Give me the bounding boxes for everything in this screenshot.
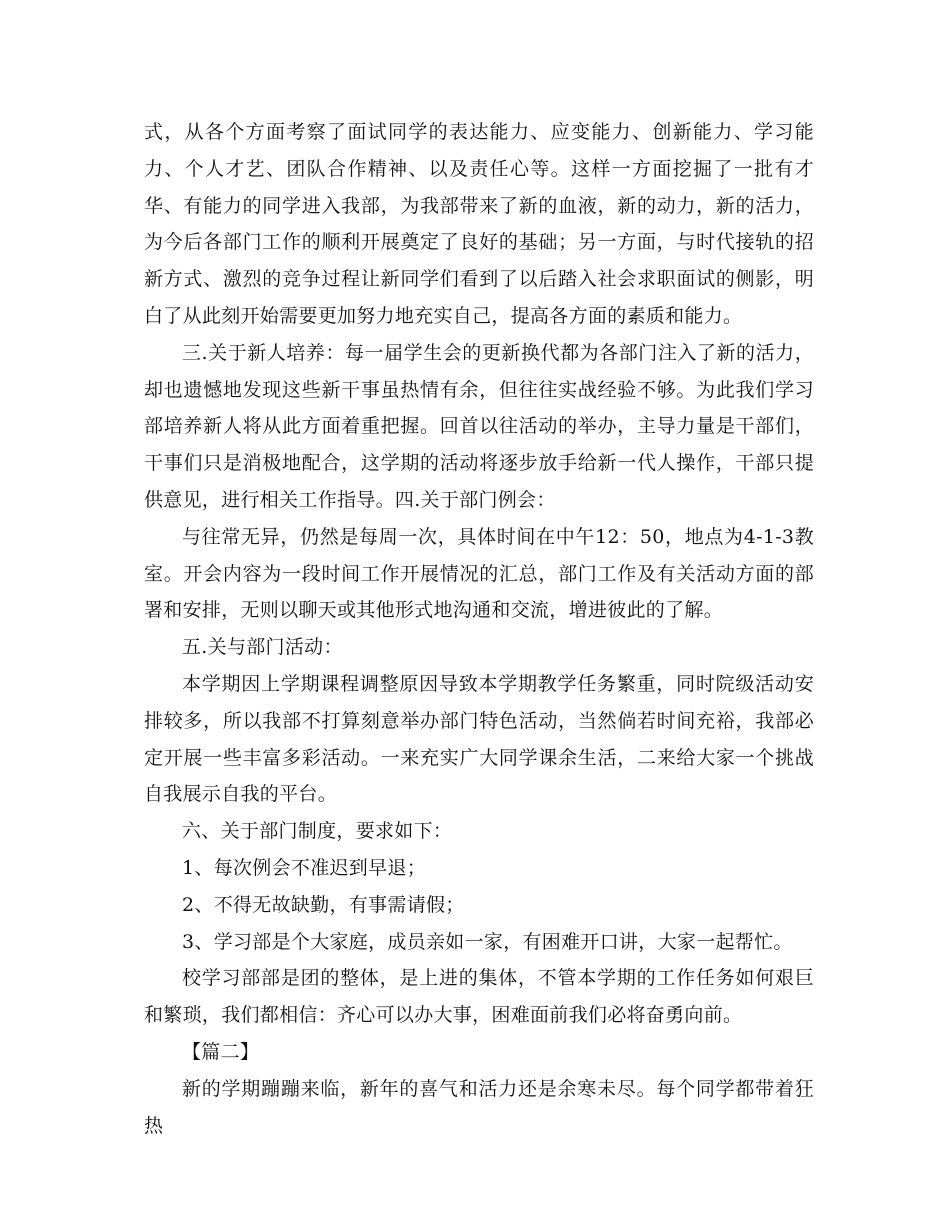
paragraph-activities: 本学期因上学期课程调整原因导致本学期教学任务繁重，同时院级活动安排较多，所以我部不打算刻意举办部门特色活动，当然倘若时间充裕，我部必定开展一些丰富多彩活动。一来充实广大同学课余生活，二来给大家一个挑战自我展示自我的平台。 [144, 672, 814, 806]
paragraph-part-two-opening: 新的学期蹦蹦来临，新年的喜气和活力还是余寒未尽。每个同学都带着狂热 [144, 1077, 814, 1137]
document-body [144, 114, 814, 1144]
paragraph-conclusion: 校学习部部是团的整体，是上进的集体，不管本学期的工作任务如何艰巨和繁琐，我们都相信：齐心可以办大事，困难面前我们必将奋勇向前。 [144, 967, 814, 1027]
paragraph-heading-activities: 五.关与部门活动： [182, 636, 343, 659]
paragraph-heading-rules: 六、关于部门制度，要求如下： [182, 820, 453, 843]
rule-item-1: 1、每次例会不准迟到早退； [182, 856, 426, 879]
paragraph-continuation: 式，从各个方面考察了面试同学的表达能力、应变能力、创新能力、学习能力、个人才艺、团队合作精神、以及责任心等。这样一方面挖掘了一批有才华、有能力的同学进入我部，为我部带来了新的血液，新的动力，新的活力，为今后各部门工作的顺利开展奠定了良好的基础；另一方面，与时代接轨的招新方式、激烈的竞争过程让新同学们看到了以后踏入社会求职面试的侧影，明白了从此刻开始需要更加努力地充实自己，提高各方面的素质和能力。 [144, 121, 814, 327]
paragraph-meeting-details: 与往常无异，仍然是每周一次，具体时间在中午12：50，地点为4-1-3教室。开会内容为一段时间工作开展情况的汇总，部门工作及有关活动方面的部署和安排，无则以聊天或其他形式地沟通和交流，增进彼此的了解。 [144, 525, 814, 622]
rule-item-3: 3、学习部是个大家庭，成员亲如一家，有困难开口讲，大家一起帮忙。 [182, 930, 793, 953]
rule-item-2: 2、不得无故缺勤，有事需请假； [182, 893, 465, 916]
paragraph-new-member-training: 三.关于新人培养：每一届学生会的更新换代都为各部门注入了新的活力，却也遗憾地发现这些新干事虽热情有余，但往往实战经验不够。为此我们学习部培养新人将从此方面着重把握。回首以往活动的举办，主导力量是干部们，干事们只是消极地配合，这学期的活动将逐步放手给新一代人操作，干部只提供意见，进行相关工作指导。四.关于部门例会： [144, 341, 814, 511]
section-heading-part-two: 【篇二】 [182, 1040, 260, 1063]
